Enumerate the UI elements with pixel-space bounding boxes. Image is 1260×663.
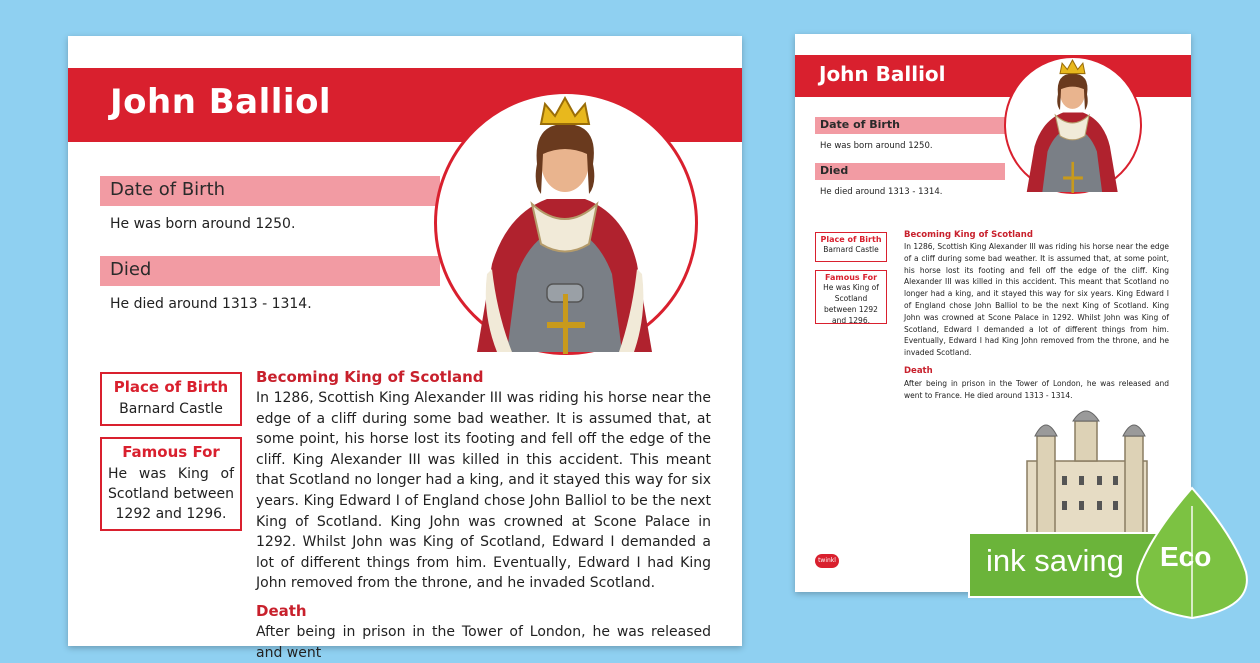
date-of-birth-text: He was born around 1250. [110, 216, 296, 232]
died-header: Died [100, 256, 440, 286]
portrait-image-small [1004, 56, 1142, 194]
died-text: He died around 1313 - 1314. [110, 296, 312, 312]
place-of-birth-heading: Place of Birth [113, 378, 229, 396]
date-of-birth-header: Date of Birth [100, 176, 440, 206]
date-of-birth-text-small: He was born around 1250. [820, 141, 933, 151]
died-header-small: Died [815, 163, 1005, 180]
portrait-image [434, 91, 698, 355]
twinkl-logo: twinkl [815, 554, 839, 568]
place-of-birth-box-small: Place of Birth Barnard Castle [815, 232, 887, 262]
famous-for-value: He was King of Scotland between 1292 and 1296. [108, 466, 234, 522]
title-banner-small: John Balliol [795, 55, 1191, 97]
famous-for-box-small: Famous For He was King of Scotland between 1292 and 1296. [815, 270, 887, 324]
death-heading: Death [256, 602, 307, 620]
page-title: John Balliol [110, 82, 332, 122]
place-of-birth-box [100, 372, 242, 426]
famous-for-heading: Famous For [122, 443, 220, 461]
date-of-birth-header-small: Date of Birth [815, 117, 1005, 134]
becoming-king-text: In 1286, Scottish King Alexander III was riding his horse near the edge of a cliff during some bad weather. It is assumed that, at some point, his horse lost its footing and fell off the edge of the cliff. King Alexander III was killed in this accident. This meant that Scotland no longer had a king, and it stayed this way for six years. King Edward I of England chose John Balliol to be the next King of Scotland. King John was crowned at Scone Palace in 1292. Whilst John was King of Scotland, Edward I demanded a lot of different things from him. Eventually, Edward I had King John removed from the throne, and he invaded Scotland. [256, 390, 711, 592]
becoming-king-heading-small: Becoming King of Scotland [904, 230, 1033, 240]
eco-label: Eco [1160, 541, 1212, 572]
death-text-partial: After being in prison in the Tower of London, he was released and went [256, 624, 711, 661]
death-text-small: After being in prison in the Tower of London, he was released and went to France. He died around 1313 - 1314. [904, 379, 1169, 400]
becoming-king-heading: Becoming King of Scotland [256, 368, 484, 386]
famous-for-box [100, 437, 242, 531]
death-heading-small: Death [904, 366, 933, 376]
worksheet-page-left [68, 36, 742, 661]
died-text-small: He died around 1313 - 1314. [820, 187, 943, 197]
place-of-birth-value: Barnard Castle [119, 401, 223, 417]
ink-saving-label: ink saving [986, 543, 1124, 578]
becoming-king-text-small: In 1286, Scottish King Alexander III was riding his horse near the edge of a cliff during some bad weather. It is assumed that, at some point, his horse lost its footing and fell off the edge of the cliff. King Alexander III was killed in this accident. This meant that Scotland no longer had a king, and it stayed this way for six years. King Edward I of England chose John Balliol to be the next King of Scotland. King John was crowned at Scone Palace in 1292. Whilst John was King of Scotland, Edward I demanded a lot of different things from him. Eventually, Edward I had King John removed from the throne, and he invaded Scotland. [904, 242, 1169, 358]
